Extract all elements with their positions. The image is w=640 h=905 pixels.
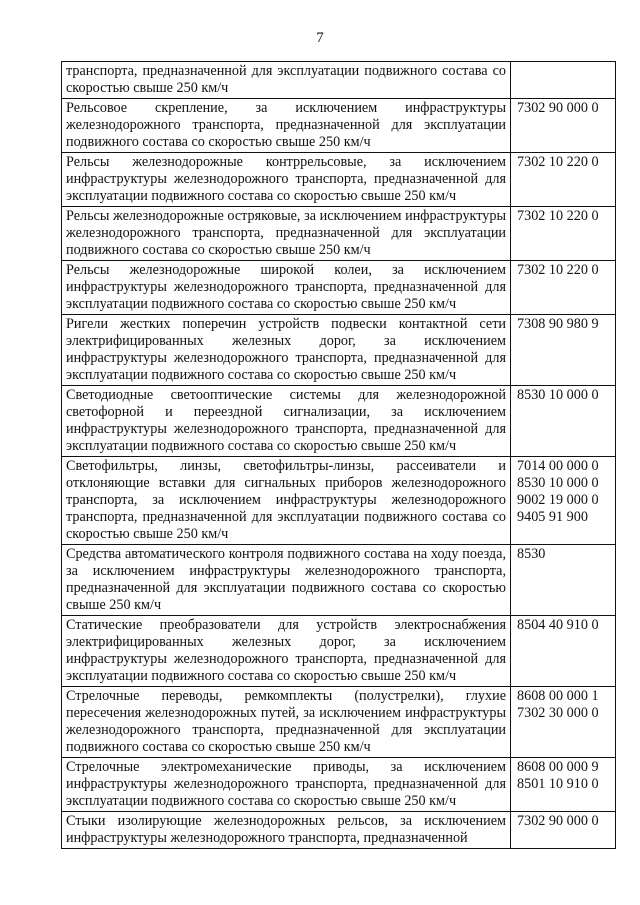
table-row [62, 687, 616, 758]
table-row [62, 616, 616, 687]
tn-ved-code-cell [511, 207, 616, 261]
product-description: Стыки изолирующие железнодорожных рельсов, за исключением инфраструктуры железнодорожного транспорта, предназначенной [62, 812, 511, 849]
table-row [62, 261, 616, 315]
tn-ved-code: 7302 10 220 0 [517, 154, 599, 170]
goods-table [61, 61, 616, 849]
tn-ved-code: 9002 19 000 0 [517, 492, 599, 508]
tn-ved-code: 8530 10 000 0 [517, 387, 599, 403]
tn-ved-code: 8530 [517, 546, 546, 562]
tn-ved-code-cell [511, 99, 616, 153]
table-row [62, 62, 616, 99]
tn-ved-code: 7302 30 000 0 [517, 705, 599, 721]
tn-ved-code: 8504 40 910 0 [517, 617, 599, 633]
tn-ved-code: 7302 90 000 0 [517, 813, 599, 829]
tn-ved-code: 9405 91 900 [517, 509, 588, 525]
tn-ved-code: 7308 90 980 9 [517, 316, 599, 332]
table-row [62, 99, 616, 153]
product-description: Рельсы железнодорожные широкой колеи, за исключением инфраструктуры железнодорожного транспорта, предназначенной для эксплуатации подвижного состава со скоростью свыше 250 км/ч [62, 261, 511, 315]
product-description: Ригели жестких поперечин устройств подвески контактной сети электрифицированных железных дорог, за исключением инфраструктуры железнодорожного транспорта, предназначенной для эксплуатации подвижного состава со скоростью свыше 250 км/ч [62, 315, 511, 386]
table-row [62, 545, 616, 616]
tn-ved-code: 7302 10 220 0 [517, 262, 599, 278]
product-description: Рельсовое скрепление, за исключением инфраструктуры железнодорожного транспорта, предназначенной для эксплуатации подвижного состава со скоростью свыше 250 км/ч [62, 99, 511, 153]
tn-ved-code: 7014 00 000 0 [517, 458, 599, 474]
tn-ved-code: 8608 00 000 9 [517, 759, 599, 775]
tn-ved-code: 7302 10 220 0 [517, 208, 599, 224]
product-description: Стрелочные электромеханические приводы, за исключением инфраструктуры железнодорожного транспорта, предназначенной для эксплуатации подвижного состава со скоростью свыше 250 км/ч [62, 758, 511, 812]
product-description: Рельсы железнодорожные остряковые, за исключением инфраструктуры железнодорожного транспорта, предназначенной для эксплуатации подвижного состава со скоростью свыше 250 км/ч [62, 207, 511, 261]
goods-table-body [62, 62, 616, 849]
product-description: Рельсы железнодорожные контррельсовые, за исключением инфраструктуры железнодорожного транспорта, предназначенной для эксплуатации подвижного состава со скоростью свыше 250 км/ч [62, 153, 511, 207]
table-row [62, 812, 616, 849]
tn-ved-code-cell [511, 616, 616, 687]
tn-ved-code-cell [511, 687, 616, 758]
tn-ved-code-cell [511, 758, 616, 812]
tn-ved-code: 8501 10 910 0 [517, 776, 599, 792]
table-row [62, 315, 616, 386]
page-number: 7 [316, 30, 324, 46]
product-description: транспорта, предназначенной для эксплуатации подвижного состава со скоростью свыше 250 км/ч [62, 62, 511, 99]
product-description: Светофильтры, линзы, светофильтры-линзы, рассеиватели и отклоняющие вставки для сигнальных приборов железнодорожного транспорта, за исключением инфраструктуры железнодорожного транспорта, предназначенной для эксплуатации подвижного состава со скоростью свыше 250 км/ч [62, 457, 511, 545]
table-row [62, 457, 616, 545]
table-row [62, 207, 616, 261]
tn-ved-code: 7302 90 000 0 [517, 100, 599, 116]
tn-ved-code-cell [511, 153, 616, 207]
table-row [62, 758, 616, 812]
table-row [62, 153, 616, 207]
product-description: Средства автоматического контроля подвижного состава на ходу поезда, за исключением инфраструктуры железнодорожного транспорта, предназначенной для эксплуатации подвижного состава со скоростью свыше 250 км/ч [62, 545, 511, 616]
tn-ved-code-cell [511, 386, 616, 457]
table-row [62, 386, 616, 457]
tn-ved-code-cell [511, 315, 616, 386]
product-description: Светодиодные светооптические системы для железнодорожной светофорной и переездной сигнализации, за исключением инфраструктуры железнодорожного транспорта, предназначенной для эксплуатации подвижного состава со скоростью свыше 250 км/ч [62, 386, 511, 457]
tn-ved-code: 8530 10 000 0 [517, 475, 599, 491]
product-description: Статические преобразователи для устройств электроснабжения электрифицированных железных дорог, за исключением инфраструктуры железнодорожного транспорта, предназначенной для эксплуатации подвижного состава со скоростью свыше 250 км/ч [62, 616, 511, 687]
tn-ved-code-cell [511, 457, 616, 545]
tn-ved-code-cell [511, 261, 616, 315]
product-description: Стрелочные переводы, ремкомплекты (полустрелки), глухие пересечения железнодорожных путей, за исключением инфраструктуры железнодорожного транспорта, предназначенной для эксплуатации подвижного состава со скоростью свыше 250 км/ч [62, 687, 511, 758]
tn-ved-code-cell [511, 545, 616, 616]
tn-ved-code: 8608 00 000 1 [517, 688, 599, 704]
tn-ved-code-cell [511, 812, 616, 849]
tn-ved-code-cell [511, 62, 616, 99]
